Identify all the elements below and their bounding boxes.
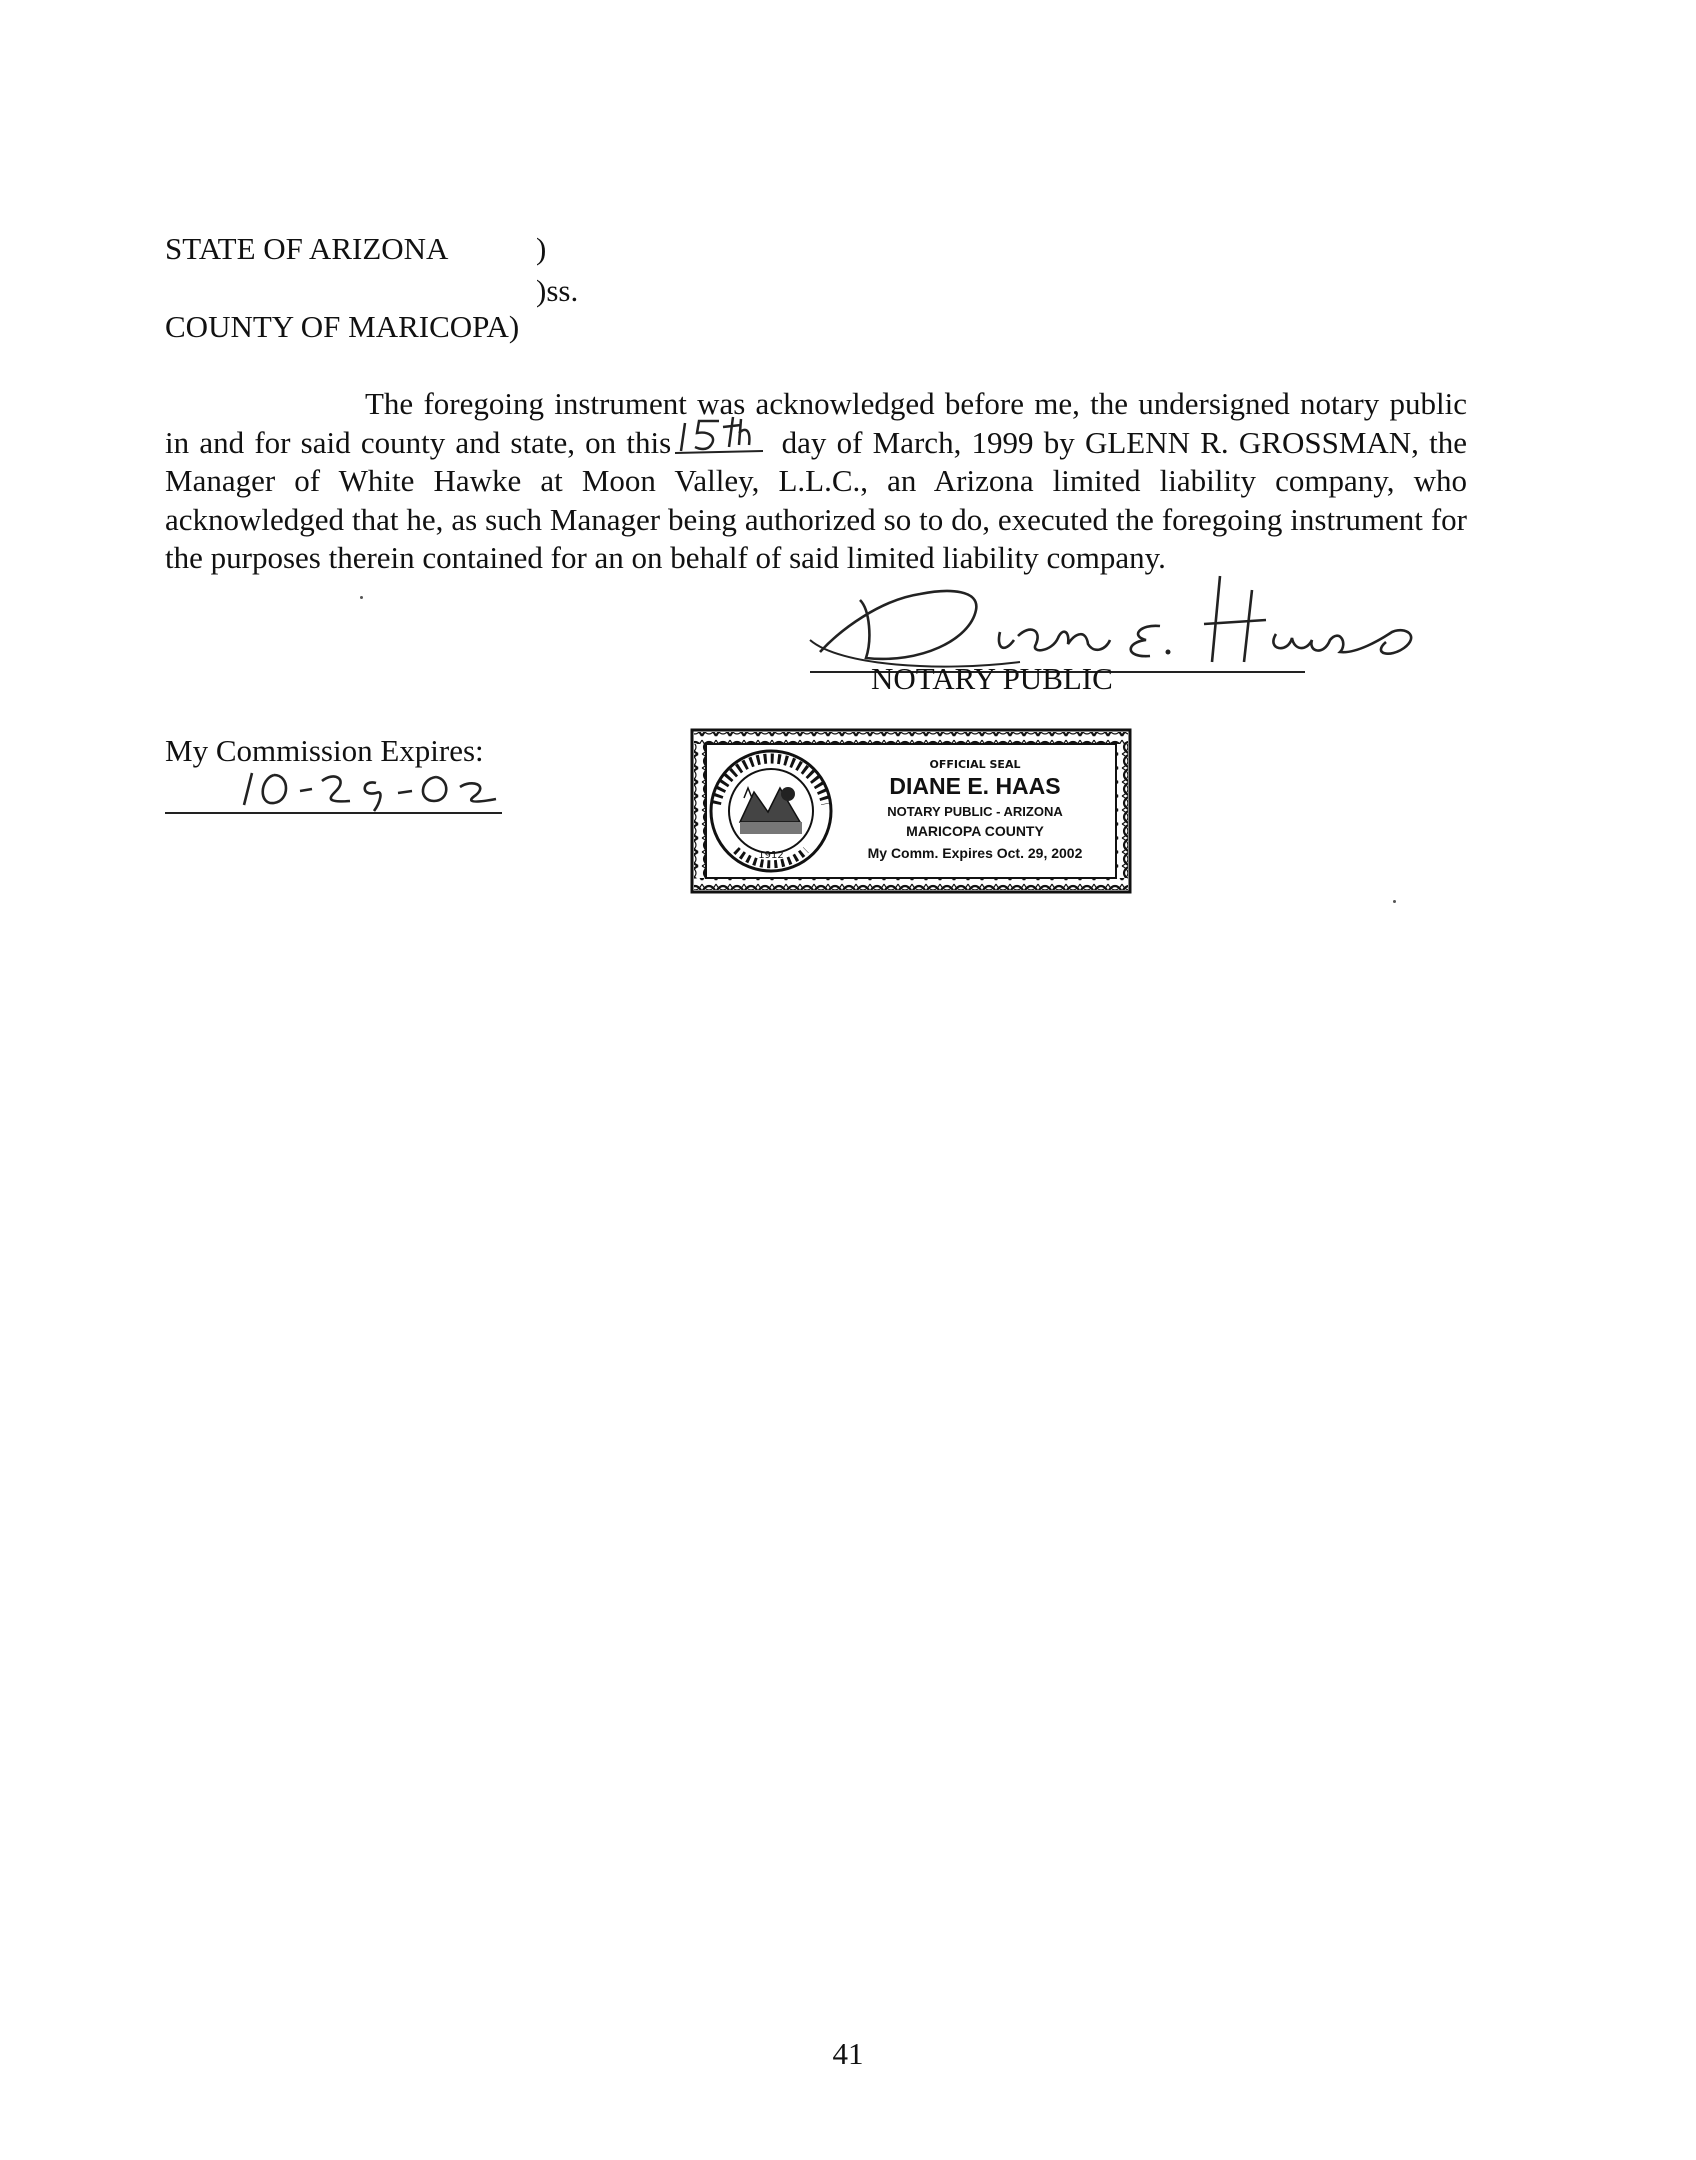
- handwritten-commission-date: [238, 765, 518, 813]
- venue-paren: ): [536, 231, 547, 266]
- scan-speck: [1393, 900, 1396, 903]
- official-notary-seal: [688, 726, 1134, 896]
- state-seal-emblem: [711, 751, 831, 871]
- venue-state: STATE OF ARIZONA: [165, 231, 449, 266]
- venue-ss: )ss.: [536, 273, 579, 308]
- handwritten-day-ink: [675, 415, 775, 459]
- page-number: 41: [832, 2036, 864, 2071]
- seal-stamp: [688, 726, 1134, 896]
- notary-signature: [800, 570, 1450, 670]
- scan-speck: [360, 596, 363, 599]
- seal-line1: NOTARY PUBLIC - ARIZONA: [887, 804, 1063, 819]
- acknowledgment-paragraph: [165, 385, 1467, 578]
- notary-public-label: NOTARY PUBLIC: [871, 661, 1113, 696]
- seal-line2: MARICOPA COUNTY: [906, 823, 1044, 839]
- seal-heading: OFFICIAL SEAL: [929, 758, 1021, 771]
- acknowledgment-text-part2: day of March, 1999 by GLENN R. GROSSMAN, the Manager of White Hawke at Moon Valley, L.L.C., an Arizona limited liability company, who acknowledged that he, as such Manager being authorized so to do, executed the foregoing instrument for the purposes therein contained for an on behalf of said limited liability company.: [165, 424, 1467, 575]
- seal-name: DIANE E. HAAS: [889, 773, 1061, 799]
- seal-line3: My Comm. Expires Oct. 29, 2002: [867, 845, 1083, 861]
- acknowledgment-text-part1: The foregoing instrument was acknowledged before me, the undersigned notary public in and for said county and state, on this: [165, 386, 1467, 460]
- seal-year: 1912: [758, 850, 784, 861]
- handwritten-day: [681, 427, 771, 457]
- commission-expires-label: My Commission Expires:: [165, 733, 484, 768]
- venue-county: COUNTY OF MARICOPA): [165, 309, 520, 344]
- commission-line: [165, 812, 502, 814]
